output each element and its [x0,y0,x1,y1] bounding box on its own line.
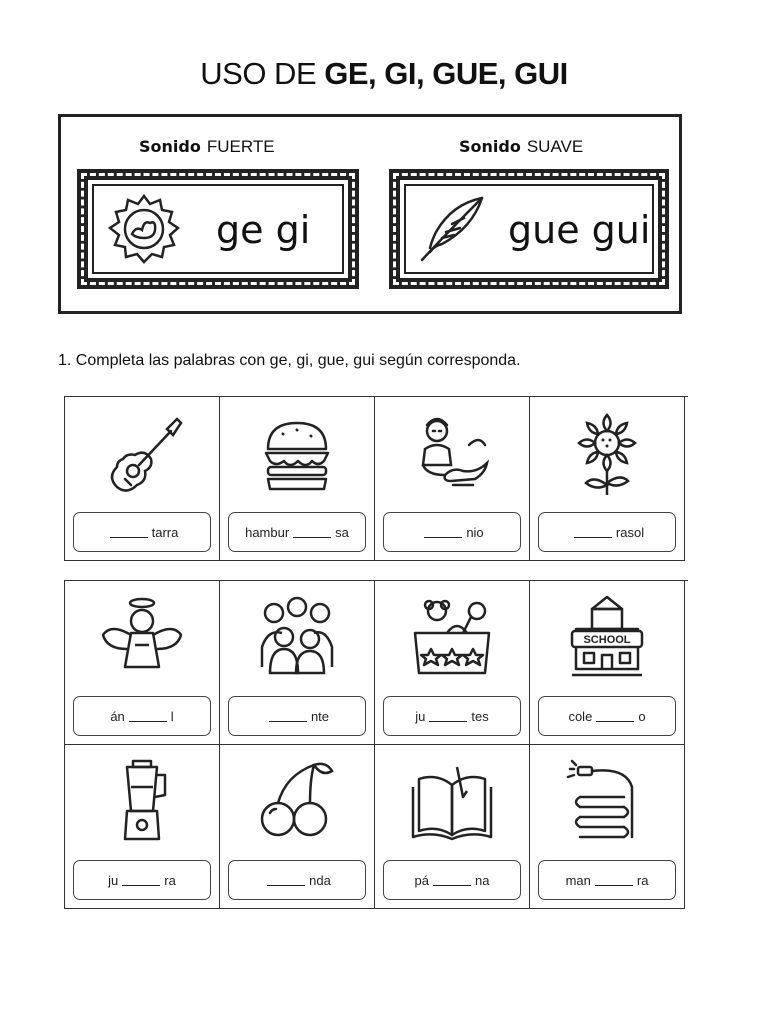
exercise-cell [220,581,375,745]
people-group-icon [252,593,342,683]
sunflower-icon [562,409,652,499]
exercise-cell [375,581,530,745]
answer-blank[interactable] [110,527,148,538]
answer-blank[interactable] [574,527,612,538]
exercise-row-2 [64,580,688,909]
word-blank-box[interactable]: pá na [383,860,521,900]
exercise-cell [530,581,685,745]
toy-box-icon [407,593,497,683]
answer-blank[interactable] [122,875,160,886]
exercise-cell [220,397,375,561]
soft-syllables: gue gui [508,208,651,252]
answer-blank[interactable] [595,875,633,886]
word-blank-box[interactable]: nte [228,696,366,736]
word-blank-box[interactable]: ju tes [383,696,521,736]
answer-blank[interactable] [433,875,471,886]
word-blank-box[interactable]: man ra [538,860,676,900]
strong-sound-frame [77,169,359,289]
sound-reference-box [58,114,682,314]
guitar-icon [97,409,187,499]
answer-blank[interactable] [267,875,305,886]
exercise-cell [375,397,530,561]
soft-sound-frame [389,169,669,289]
cherries-icon [252,757,342,847]
word-blank-box[interactable]: tarra [73,512,211,552]
soft-sound-heading: Sonido SUAVE [459,137,584,156]
exercise-cell [65,397,220,561]
word-blank-box[interactable]: rasol [538,512,676,552]
exercise-cell [220,745,375,909]
blender-icon [97,757,187,847]
strong-syllables: ge gi [216,208,311,252]
book-icon [407,757,497,847]
answer-blank[interactable] [269,711,307,722]
instruction-text: 1. Completa las palabras con ge, gi, gue, gui según corresponda. [58,352,521,369]
feather-icon [412,188,492,268]
strong-sound-heading: Sonido FUERTE [139,137,275,156]
exercise-cell [65,581,220,745]
answer-blank[interactable] [424,527,462,538]
answer-blank[interactable] [429,711,467,722]
exercise-row-1 [64,396,688,561]
hose-icon [562,757,652,847]
hamburger-icon [252,409,342,499]
answer-blank[interactable] [596,711,634,722]
word-blank-box[interactable]: ju ra [73,860,211,900]
strong-sun-icon [104,190,184,270]
exercise-cell [375,745,530,909]
word-blank-box[interactable]: án l [73,696,211,736]
word-blank-box[interactable]: hambur sa [228,512,366,552]
school-icon [562,593,652,683]
angel-icon [97,593,187,683]
genie-lamp-icon [407,409,497,499]
answer-blank[interactable] [129,711,167,722]
word-blank-box[interactable]: nda [228,860,366,900]
answer-blank[interactable] [293,527,331,538]
exercise-cell [530,745,685,909]
word-blank-box[interactable]: nio [383,512,521,552]
school-sign-text: SCHOOL [583,634,631,646]
exercise-cell [65,745,220,909]
page-title: USO DE GE, GI, GUE, GUI [200,56,568,91]
word-blank-box[interactable]: cole o [538,696,676,736]
exercise-cell [530,397,685,561]
